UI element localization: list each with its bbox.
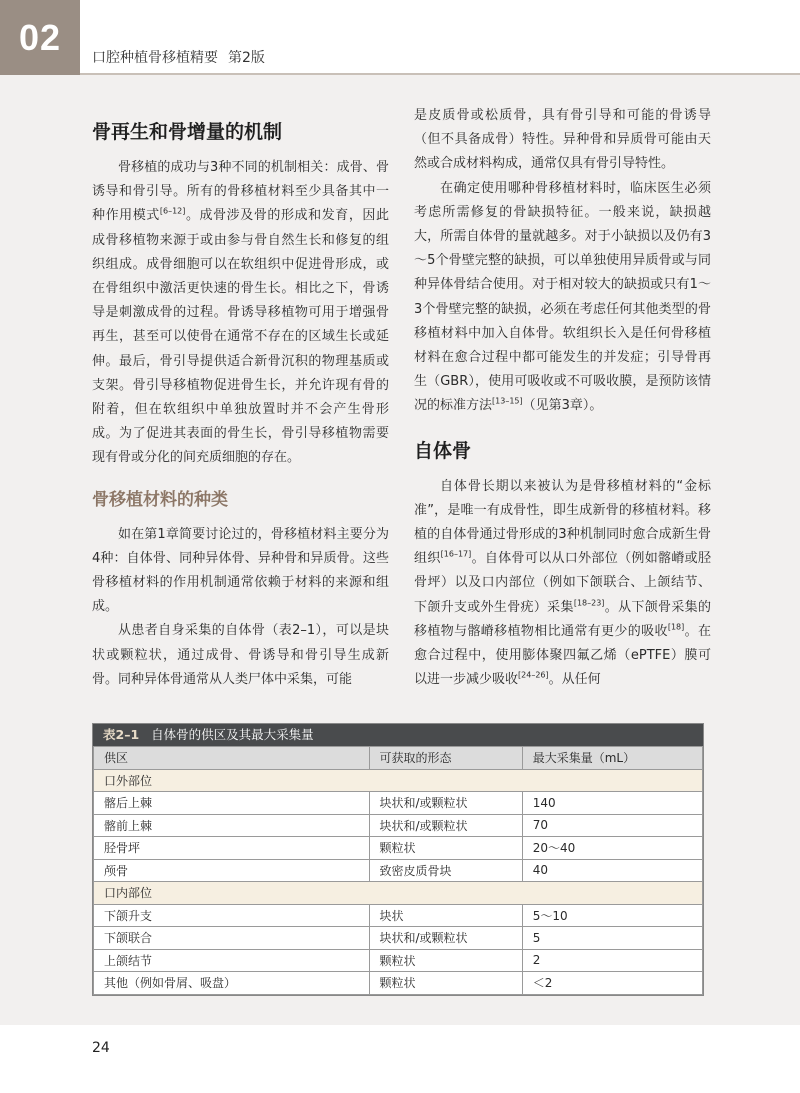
book-title: 口腔种植骨移植精要: [92, 50, 218, 66]
table-group-row: [94, 882, 703, 905]
paragraph-continued: 是皮质骨或松质骨，具有骨引导和可能的骨诱导（但不具备成骨）特性。异种骨和异质骨可能由天然或合成材料构成，通常仅具有骨引导特性。: [414, 108, 711, 172]
right-column: [414, 104, 711, 692]
table-row: 颅骨 致密皮质骨块 40: [94, 859, 703, 882]
citation: [16–17]: [440, 549, 472, 559]
running-title: [92, 47, 265, 67]
group-label: 口外部位: [94, 769, 703, 792]
paragraph-mechanism: 骨移植的成功与3种不同的机制相关：成骨、骨诱导和骨引导。所有的骨移植材料至少具备其中一种作用模式[6–12]。成骨涉及骨的形成和发育，因此成骨移植物来源于或由参与骨自然生长和修复的组织组成。成骨细胞可以在软组织中促进骨形成，或在骨组织中激活更快速的骨生长。相比之下，骨诱导是刺激成骨的过程。骨诱导移植物可用于增强骨再生，甚至可以使骨在通常不存在的区域生长或延伸。最后，骨引导提供适合新骨沉积的物理基质或支架。骨引导移植物促进骨生长，并允许现有骨的附着，但在软组织中单独放置时并不会产生骨形成。为了促进其表面的骨生长，骨引导移植物需要现有骨或分化的间充质细胞的存在。: [92, 160, 389, 466]
column-header: 供区: [94, 747, 370, 770]
left-column: [92, 100, 389, 692]
citation: [18–23]: [573, 598, 605, 608]
table-row: 上颌结节 颗粒状 2: [94, 949, 703, 972]
group-label: 口内部位: [94, 882, 703, 905]
column-header: 最大采集量（mL）: [522, 747, 702, 770]
citation: [18]: [667, 622, 685, 632]
citation: [6–12]: [159, 207, 186, 217]
table-title: 自体骨的供区及其最大采集量: [151, 727, 314, 742]
heading-mechanism: 骨再生和骨增量的机制: [92, 121, 283, 143]
heading-autograft: 自体骨: [414, 439, 472, 462]
heading-types: 骨移植材料的种类: [92, 489, 228, 510]
citation: [24–26]: [518, 670, 549, 680]
table-body: [93, 746, 703, 995]
table-row: 髂后上棘 块状和/或颗粒状 140: [94, 792, 703, 815]
table-row: 其他（例如骨屑、吸盘） 颗粒状 ＜2: [94, 972, 703, 995]
table-caption: [93, 724, 703, 746]
table-group-row: [94, 769, 703, 792]
citation: [13–15]: [492, 397, 523, 407]
column-header: 可获取的形态: [369, 747, 522, 770]
table-header-row: [94, 747, 703, 770]
table-row: 下颌联合 块状和/或颗粒状 5: [94, 927, 703, 950]
paragraph-types-2: 从患者自身采集的自体骨（表2–1），可以是块状或颗粒状，通过成骨、骨诱导和骨引导生成新骨。同种异体骨通常从人类尸体中采集，可能: [92, 623, 389, 687]
table-row: 下颌升支 块状 5～10: [94, 904, 703, 927]
page-header: [0, 0, 800, 75]
chapter-number: 02: [0, 0, 80, 75]
page-number: 24: [92, 1040, 110, 1056]
donor-site-table: [92, 723, 704, 996]
paragraph-types-1: 如在第1章简要讨论过的，骨移植材料主要分为4种：自体骨、同种异体骨、异种骨和异质骨。这些骨移植材料的作用机制通常依赖于材料的来源和组成。: [92, 526, 389, 615]
book-edition: 第2版: [228, 50, 265, 66]
table-row: 髂前上棘 块状和/或颗粒状 70: [94, 814, 703, 837]
paragraph-material-choice: 在确定使用哪种骨移植材料时，临床医生必须考虑所需修复的骨缺损特征。一般来说，缺损越大，所需自体骨的量就越多。对于小缺损以及仍有3～5个骨壁完整的缺损，可以单独使用异质骨或与同种异体骨结合使用。对于相对较大的缺损或只有1～3个骨壁完整的缺损，必须在考虑任何其他类型的骨移植材料中加入自体骨。软组织长入是任何骨移植材料在愈合过程中都可能发生的并发症；引导骨再生（GBR），使用可吸收或不可吸收膜，是预防该情况的标准方法[13–15]（见第3章）。: [414, 180, 711, 414]
table-number: 表2–1: [103, 727, 140, 742]
paragraph-autograft: 自体骨长期以来被认为是骨移植材料的“金标准”，是唯一有成骨性，即生成新骨的移植材料。移植的自体骨通过骨形成的3种机制同时愈合成新生骨组织[16–17]。自体骨可以从口外部位（例如髂嵴或胫骨坪）以及口内部位（例如下颌联合、上颌结节、下颌升支或外生骨疣）采集[18–23]。从下颌骨采集的移植物与髂嵴移植物相比通常有更少的吸收[18]。在愈合过程中，使用膨体聚四氟乙烯（ePTFE）膜可以进一步减少吸收[24–26]。从任何: [414, 478, 711, 688]
table-row: 胫骨坪 颗粒状 20～40: [94, 837, 703, 860]
